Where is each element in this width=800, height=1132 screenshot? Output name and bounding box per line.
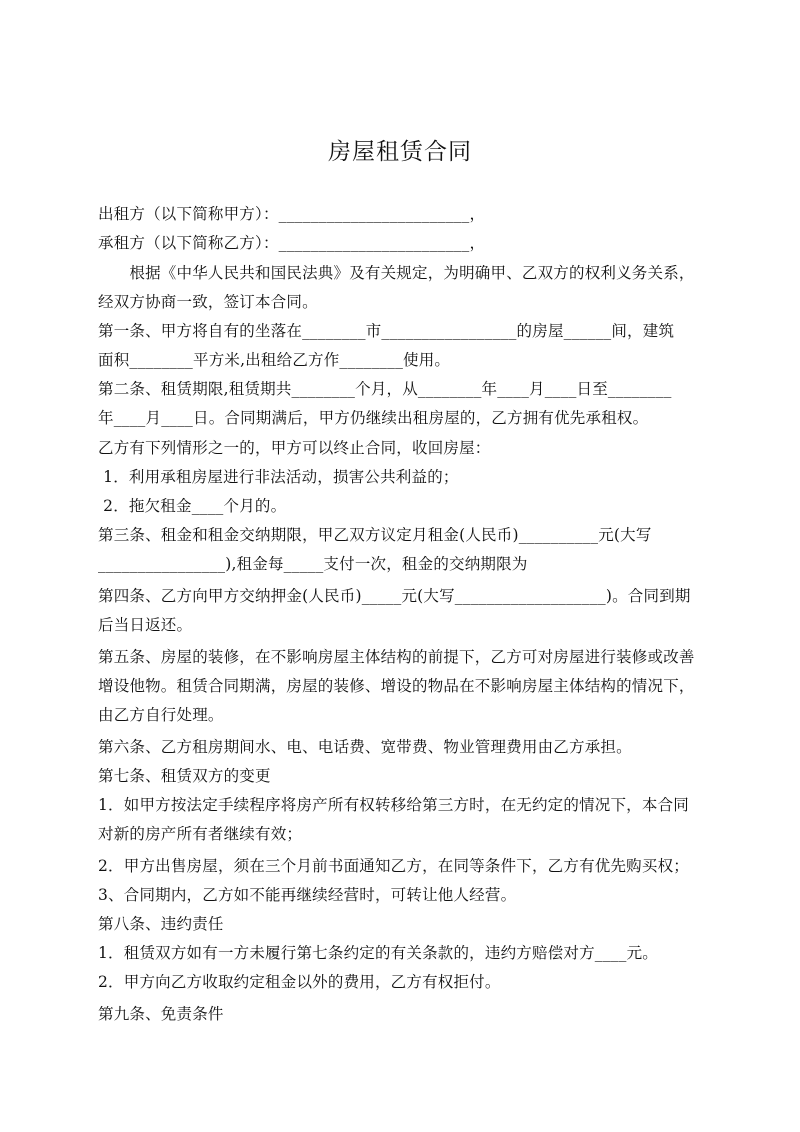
article-7-heading: 第七条、租赁双方的变更	[98, 767, 271, 785]
lessee-line: 承租方（以下简称乙方）：________________________，	[98, 234, 486, 252]
article-9-heading: 第九条、免责条件	[98, 1005, 224, 1023]
article-1-line-2: 面积________平方米,出租给乙方作________使用。	[98, 351, 451, 369]
article-3-line-2: ________________),租金每_____支付一次，租金的交纳期限为	[98, 555, 528, 573]
article-3-line-1: 第三条、租金和租金交纳期限，甲乙双方议定月租金(人民币)__________元(大写	[98, 526, 652, 544]
document-title: 房屋租赁合同	[328, 139, 472, 165]
article-4-line-2: 后当日返还。	[98, 616, 193, 634]
article-2-line-2: 年____月____日。合同期满后，甲方仍继续出租房屋的，乙方拥有优先承租权。	[98, 409, 649, 427]
termination-item-2: 2．拖欠租金____个月的。	[98, 497, 287, 515]
lessor-line: 出租方（以下简称甲方）：________________________，	[98, 205, 486, 223]
article-5-line-1: 第五条、房屋的装修，在不影响房屋主体结构的前提下，乙方可对房屋进行装修或改善	[98, 648, 695, 666]
article-8-item-1: 1．租赁双方如有一方未履行第七条约定的有关条款的，违约方赔偿对方____元。	[98, 944, 658, 962]
article-4-line-1: 第四条、乙方向甲方交纳押金(人民币)_____元(大写___________________)。合同到期	[98, 587, 691, 605]
article-8-item-2: 2．甲方向乙方收取约定租金以外的费用，乙方有权拒付。	[98, 973, 501, 991]
article-7-item-2: 2．甲方出售房屋，须在三个月前书面通知乙方，在同等条件下，乙方有优先购买权；	[98, 857, 689, 875]
article-7-item-3: 3、合同期内，乙方如不能再继续经营时，可转让他人经营。	[98, 886, 517, 904]
preamble-line-2: 经双方协商一致，签订本合同。	[98, 293, 318, 311]
termination-item-1: 1．利用承租房屋进行非法活动，损害公共利益的；	[98, 468, 459, 486]
preamble-line-1: 根据《中华人民共和国民法典》及有关规定，为明确甲、乙双方的权利义务关系，	[98, 264, 695, 282]
article-7-item-1-line-2: 对新的房产所有者继续有效；	[98, 825, 303, 843]
termination-intro: 乙方有下列情形之一的，甲方可以终止合同，收回房屋：	[98, 439, 491, 457]
article-1-line-1: 第一条、甲方将自有的坐落在________市_________________的房屋______间，建筑	[98, 322, 675, 340]
article-7-item-1-line-1: 1．如甲方按法定手续程序将房产所有权转移给第三方时，在无约定的情况下，本合同	[98, 796, 689, 814]
article-5-line-2: 增设他物。租赁合同期满，房屋的装修、增设的物品在不影响房屋主体结构的情况下，	[98, 677, 695, 695]
article-2-line-1: 第二条、租赁期限,租赁期共________个月，从________年____月____日至________	[98, 380, 672, 398]
article-5-line-3: 由乙方自行处理。	[98, 706, 224, 724]
article-6: 第六条、乙方租房期间水、电、电话费、宽带费、物业管理费用由乙方承担。	[98, 738, 632, 756]
article-8-heading: 第八条、违约责任	[98, 915, 224, 933]
